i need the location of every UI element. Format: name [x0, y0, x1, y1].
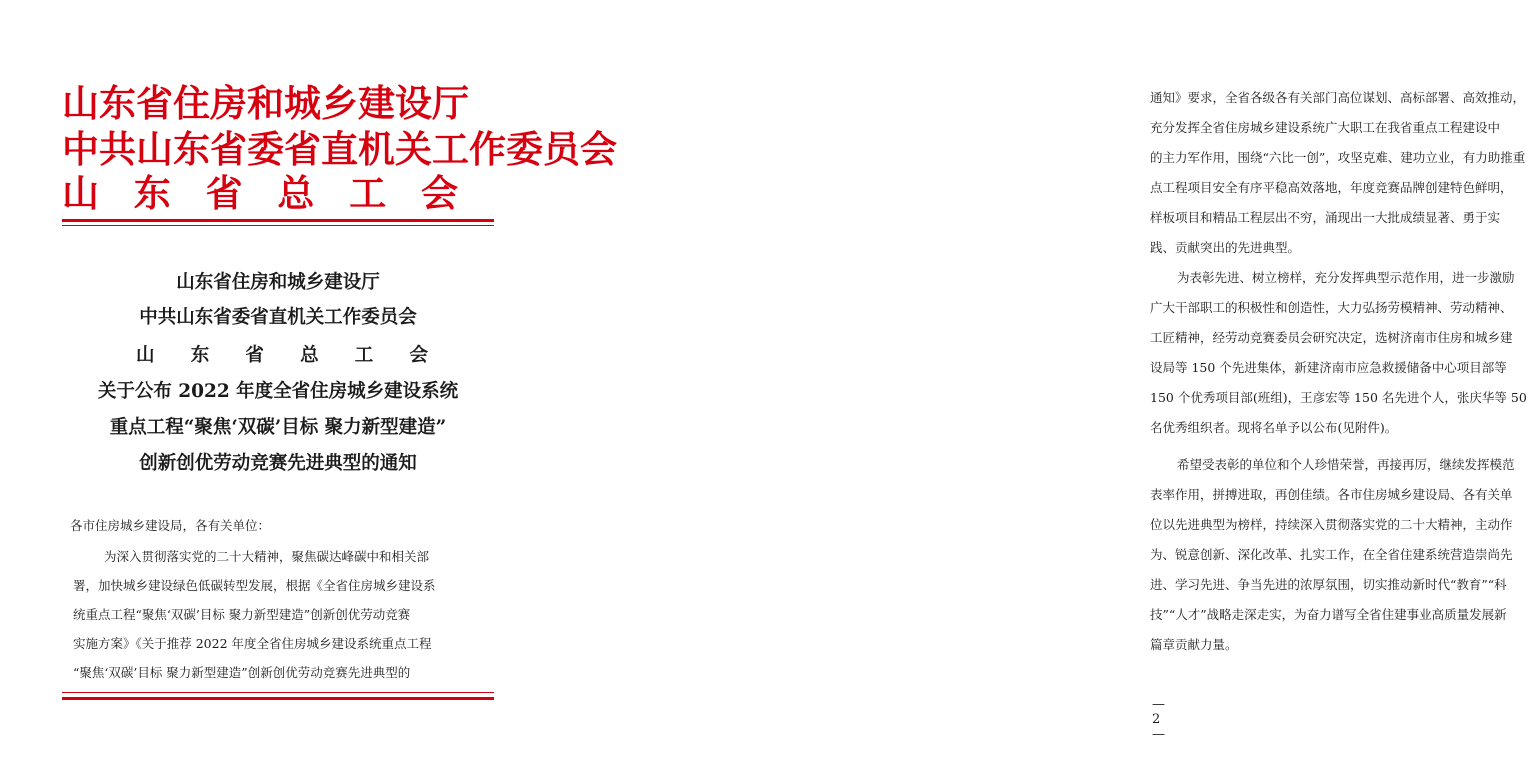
document-title-line2: 重点工程“聚焦‘双碳’目标 聚力新型建造”	[109, 417, 447, 438]
document-title-line1: 关于公布 2022 年度全省住房城乡建设系统	[97, 381, 459, 402]
document-title-org3-char: 会	[409, 345, 428, 366]
document-title-org2: 中共山东省委省直机关工作委员会	[139, 307, 417, 328]
red-header-org3-char: 东	[133, 171, 171, 215]
red-header-org3-char: 会	[420, 171, 458, 215]
body-line: 样板项目和精品工程层出不穷，涌现出一大批成绩显著、勇于实	[1150, 210, 1501, 225]
body-line: 为深入贯彻落实党的二十大精神，聚焦碳达峰碳中和相关部	[104, 549, 430, 564]
body-line: “聚焦‘双碳’目标 聚力新型建造”创新创优劳动竞赛先进典型的	[73, 665, 411, 680]
body-line: 进、学习先进、争当先进的浓厚氛围，切实推动新时代“教育”“科	[1150, 577, 1507, 592]
document-title-org3-char: 省	[245, 345, 264, 366]
body-line: 点工程项目安全有序平稳高效落地，年度竞赛品牌创建特色鲜明，	[1150, 180, 1513, 195]
red-header-org2: 中共山东省委省直机关工作委员会	[62, 127, 617, 171]
document-title-org1: 山东省住房和城乡建设厅	[176, 272, 380, 293]
right-page	[540, 0, 1527, 778]
body-line: 统重点工程“聚焦‘双碳’目标 聚力新型建造”创新创优劳动竞赛	[73, 607, 411, 622]
document-title-org3-char: 山	[136, 345, 155, 366]
red-header-org3-char: 总	[277, 171, 315, 215]
left-page	[0, 0, 617, 778]
red-footer-thick	[62, 697, 494, 700]
body-line: 通知》要求，全省各级各有关部门高位谋划、高标部署、高效推动，	[1150, 90, 1526, 105]
body-line: 名优秀组织者。现将名单予以公布(见附件)。	[1150, 420, 1398, 435]
body-line: 为、锐意创新、深化改革、扎实工作，在全省住建系统营造崇尚先	[1150, 547, 1513, 562]
body-line: 工匠精神，经劳动竞赛委员会研究决定，选树济南市住房和城乡建	[1150, 330, 1513, 345]
salutation: 各市住房城乡建设局，各有关单位：	[70, 518, 271, 533]
red-header-org3-char: 省	[205, 171, 243, 215]
body-line: 署，加快城乡建设绿色低碳转型发展，根据《全省住房城乡建设系	[73, 578, 436, 593]
page-number: — 2 —	[1152, 697, 1165, 742]
body-line: 150 个优秀项目部(班组)，王彦宏等 150 名先进个人，张庆华等 50	[1150, 390, 1527, 405]
body-line: 广大干部职工的积极性和创造性，大力弘扬劳模精神、劳动精神、	[1150, 300, 1513, 315]
document-title-line3: 创新创优劳动竞赛先进典型的通知	[139, 453, 417, 474]
body-line: 的主力军作用，围绕“六比一创”，攻坚克难、建功立业，有力助推重	[1150, 150, 1526, 165]
document-title-org3-char: 工	[354, 345, 374, 366]
red-header-org3-char: 工	[349, 171, 387, 215]
body-line: 希望受表彰的单位和个人珍惜荣誉，再接再厉，继续发挥模范	[1177, 457, 1515, 472]
body-line: 设局等 150 个先进集体，新建济南市应急救援储备中心项目部等	[1150, 360, 1507, 375]
body-line: 表率作用，拼搏进取，再创佳绩。各市住房城乡建设局、各有关单	[1150, 487, 1513, 502]
document-title-org3-char: 总	[300, 345, 319, 366]
red-footer-thin	[62, 692, 494, 693]
body-line: 充分发挥全省住房城乡建设系统广大职工在我省重点工程建设中	[1150, 120, 1501, 135]
red-divider-thick	[62, 219, 494, 222]
body-line: 技”“人才”战略走深走实，为奋力谱写全省住建事业高质量发展新	[1150, 607, 1507, 622]
red-divider-thin	[62, 225, 494, 226]
body-line: 实施方案》《关于推荐 2022 年度全省住房城乡建设系统重点工程	[73, 636, 432, 651]
body-line: 篇章贡献力量。	[1150, 637, 1238, 652]
red-header-org1: 山东省住房和城乡建设厅	[62, 81, 469, 125]
document-title-org3	[136, 341, 428, 367]
body-line: 为表彰先进、树立榜样，充分发挥典型示范作用，进一步激励	[1177, 270, 1515, 285]
body-line: 践、贡献突出的先进典型。	[1150, 240, 1301, 255]
body-line: 位以先进典型为榜样，持续深入贯彻落实党的二十大精神，主动作	[1150, 517, 1513, 532]
red-header-org3-char: 山	[62, 171, 99, 215]
document-title-org3-char: 东	[190, 345, 210, 366]
red-header-org3	[62, 170, 458, 216]
